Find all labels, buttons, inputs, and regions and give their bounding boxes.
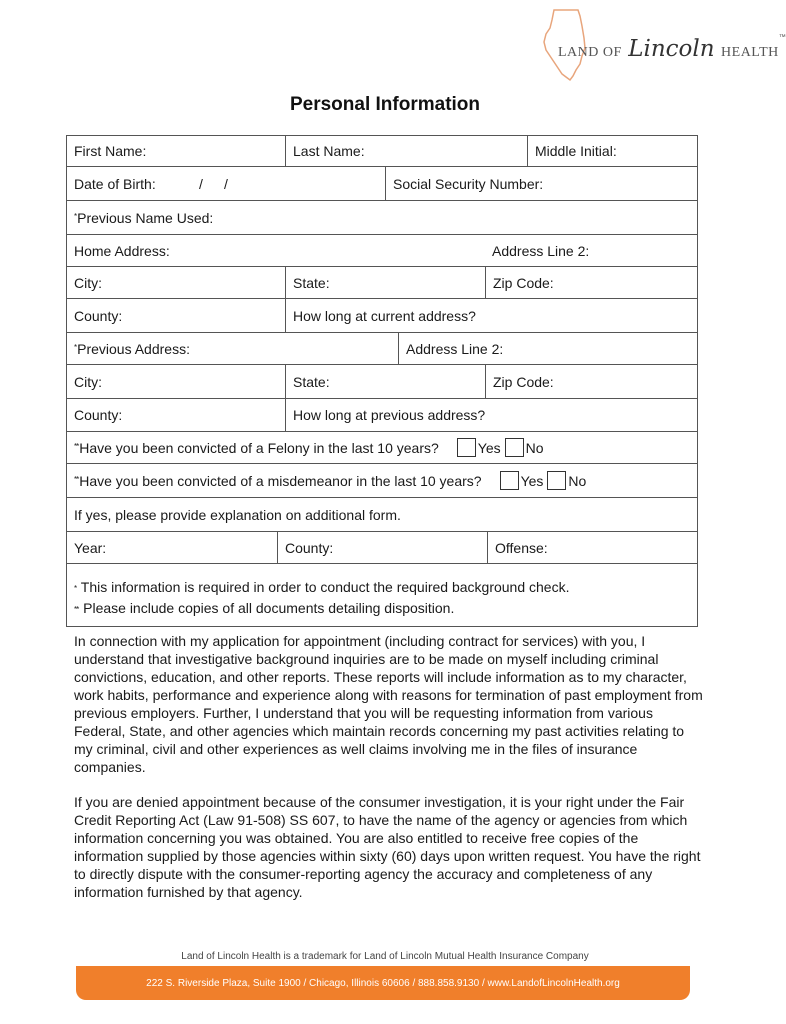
dob-separator-2: / [224, 175, 228, 192]
previous-county-field[interactable] [67, 399, 285, 431]
state-field[interactable] [285, 267, 485, 298]
year-label: Year: [74, 539, 107, 556]
logo-trademark: ™ [778, 34, 786, 41]
previous-city-field[interactable] [67, 365, 285, 398]
explanation-label: If yes, please provide explanation on additional form. [74, 506, 401, 523]
dob-separator-1: / [199, 175, 203, 192]
year-field[interactable] [67, 532, 277, 563]
personal-info-form [66, 135, 698, 627]
misdemeanor-question [67, 464, 697, 497]
middle-initial-label: Middle Initial: [535, 143, 617, 159]
misdemeanor-yes-checkbox[interactable] [500, 471, 519, 490]
form-row-previous-city [67, 365, 697, 399]
footnote-required [74, 578, 697, 599]
form-row-offense [67, 532, 697, 564]
ssn-label: Social Security Number: [393, 175, 544, 192]
address-line-2-label: Address Line 2: [492, 242, 590, 259]
previous-address-line-2-field[interactable] [398, 333, 697, 364]
city-label: City: [74, 274, 102, 291]
trademark-notice: Land of Lincoln Health is a trademark for Land of Lincoln Mutual Health Insurance Company [181, 951, 589, 962]
form-row-previous-address [67, 333, 697, 365]
form-notes [67, 564, 697, 627]
authorization-paragraph [74, 632, 706, 776]
felony-yes-label: Yes [477, 439, 501, 456]
previous-state-label: State: [293, 373, 330, 390]
felony-question-label: Have you been convicted of a Felony in the last 10 years? [79, 439, 439, 456]
previous-county-label: County: [74, 407, 123, 423]
home-address-label: Home Address: [74, 242, 170, 259]
previous-address-label: Previous Address: [77, 340, 190, 357]
footer-contact-text: 222 S. Riverside Plaza, Suite 1900 / Chicago, Illinois 60606 / 888.858.9130 / www.LandofLincolnHealth.org [146, 977, 620, 989]
middle-initial-field[interactable] [527, 136, 697, 166]
state-label: State: [293, 274, 330, 291]
form-row-explanation [67, 498, 697, 532]
misdemeanor-yes-label: Yes [520, 472, 544, 489]
how-long-previous-label: How long at previous address? [293, 407, 486, 423]
form-row-home-address [67, 235, 697, 267]
form-row-name [67, 136, 697, 167]
disposition-mark: ** [74, 475, 79, 484]
address-line-2-field[interactable] [485, 235, 697, 266]
footnote-disposition [74, 599, 697, 620]
last-name-field[interactable] [285, 136, 527, 166]
previous-name-field[interactable] [67, 201, 697, 234]
felony-question [67, 432, 697, 463]
how-long-current-label: How long at current address? [293, 307, 476, 324]
offense-label: Offense: [495, 539, 548, 556]
fcra-rights-text: If you are denied appointment because of the consumer investigation, it is your right under the Fair Credit Reporting Act (Law 91-508) SS 607, to have the name of the agency or agencies from which information concerning you was obtained. You are also entitled to receive free copies of the information supplied by those agencies within sixty (60) days upon written request. You have the right to directly dispute with the consumer-reporting agency the accuracy and completeness of any information furnished by that agency. [74, 794, 701, 900]
county-field[interactable] [67, 299, 285, 332]
offense-field[interactable] [487, 532, 697, 563]
logo-text-suffix: HEALTH [721, 45, 779, 60]
form-row-county [67, 299, 697, 333]
zip-code-label: Zip Code: [493, 274, 554, 291]
how-long-current-field[interactable] [285, 299, 697, 332]
required-mark: * [74, 343, 77, 352]
city-field[interactable] [67, 267, 285, 298]
offense-county-field[interactable] [277, 532, 487, 563]
disposition-mark: ** [74, 442, 79, 451]
form-row-city [67, 267, 697, 299]
disposition-mark: ** [74, 605, 79, 614]
footnote-disposition-text: Please include copies of all documents detailing disposition. [83, 600, 455, 616]
required-mark: * [74, 212, 77, 221]
home-address-field[interactable] [67, 235, 485, 266]
footer-contact-bar [76, 966, 690, 1000]
first-name-field[interactable] [67, 136, 285, 166]
felony-no-label: No [525, 439, 544, 456]
form-row-previous-county [67, 399, 697, 432]
previous-address-line-2-label: Address Line 2: [406, 340, 504, 357]
logo-text-script: Lincoln [628, 36, 715, 62]
company-logo [540, 8, 786, 83]
authorization-text: In connection with my application for appointment (including contract for services) with you, I understand that investigative background inquiries are to be made on myself including criminal convictions, education, and other reports. These reports will include information as to my character, work habits, performance and experience along with reasons for termination of past employment from previous employers. Further, I understand that you will be requesting information from various Federal, State, and other agencies which maintain records concerning my past activities relating to my criminal, civil and other experiences as well claims involving me in the files of insurance companies. [74, 633, 703, 775]
how-long-previous-field[interactable] [285, 399, 697, 431]
misdemeanor-question-label: Have you been convicted of a misdemeanor in the last 10 years? [79, 472, 482, 489]
required-mark: * [74, 584, 77, 593]
previous-name-label: Previous Name Used: [77, 209, 214, 226]
county-label: County: [74, 307, 123, 324]
ssn-field[interactable] [385, 167, 697, 200]
form-row-felony [67, 432, 697, 464]
explanation-note [67, 498, 697, 531]
zip-code-field[interactable] [485, 267, 697, 298]
footnotes [67, 564, 697, 620]
previous-zip-code-field[interactable] [485, 365, 697, 398]
offense-county-label: County: [285, 539, 334, 556]
fcra-rights-paragraph [74, 793, 706, 901]
misdemeanor-no-label: No [568, 472, 587, 489]
logo-wordmark [558, 36, 786, 62]
last-name-label: Last Name: [293, 143, 365, 159]
previous-state-field[interactable] [285, 365, 485, 398]
felony-no-checkbox[interactable] [505, 438, 524, 457]
form-row-dob [67, 167, 697, 201]
previous-address-field[interactable] [67, 333, 398, 364]
footnote-required-text: This information is required in order to conduct the required background check. [80, 579, 570, 595]
logo-text-prefix: LAND OF [558, 45, 622, 60]
page-title: Personal Information [289, 94, 481, 115]
form-row-previous-name [67, 201, 697, 235]
previous-zip-code-label: Zip Code: [493, 373, 554, 390]
misdemeanor-no-checkbox[interactable] [547, 471, 566, 490]
first-name-label: First Name: [74, 143, 147, 159]
previous-city-label: City: [74, 373, 102, 390]
date-of-birth-label: Date of Birth: [74, 175, 156, 192]
felony-yes-checkbox[interactable] [457, 438, 476, 457]
form-row-misdemeanor [67, 464, 697, 498]
